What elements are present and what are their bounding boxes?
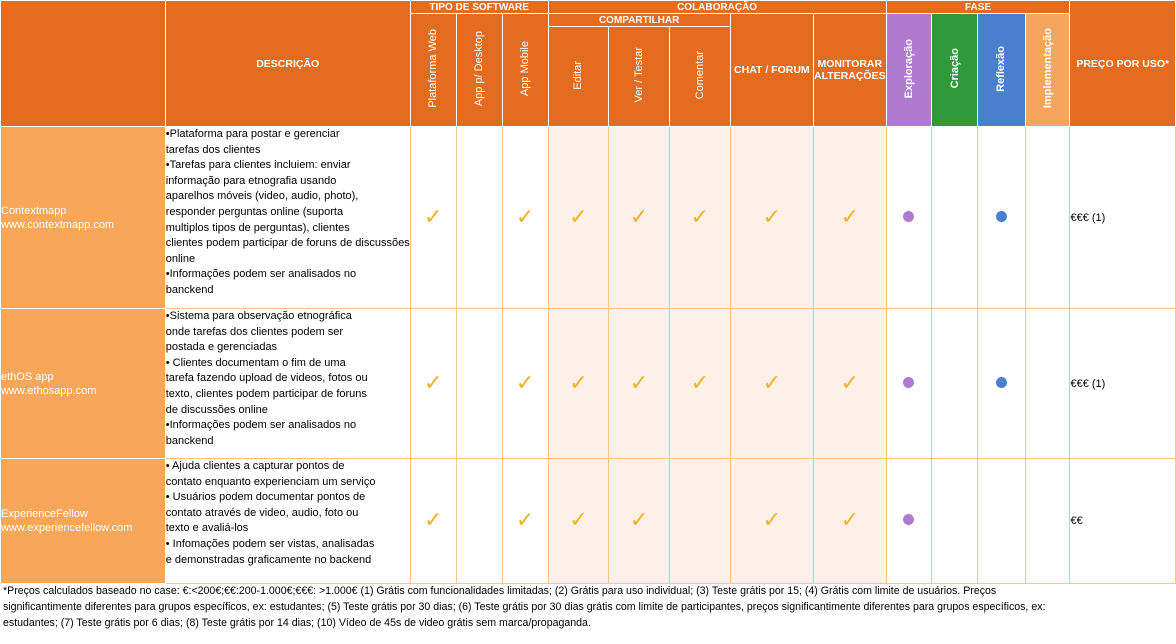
header-ver-testar: Ver / Testar xyxy=(609,27,670,127)
header-compartilhar: COMPARTILHAR xyxy=(548,14,730,27)
price-cell: €€ xyxy=(1070,459,1176,584)
header-editar: Editar xyxy=(548,27,609,127)
cell-ver-testar xyxy=(609,459,670,584)
cell-app-desktop xyxy=(456,127,502,309)
cell-plataforma-web xyxy=(410,459,456,584)
cell-ver-testar xyxy=(609,127,670,309)
cell-app-mobile xyxy=(502,127,548,309)
cell-criacao xyxy=(932,459,978,584)
cell-reflexao xyxy=(978,127,1026,309)
check-icon: ✓ xyxy=(515,508,535,533)
cell-implementacao xyxy=(1025,459,1070,584)
check-icon: ✓ xyxy=(569,204,588,230)
check-icon: ✓ xyxy=(762,508,782,533)
cell-plataforma-web xyxy=(410,127,456,309)
cell-criacao xyxy=(932,309,978,459)
cell-reflexao xyxy=(978,309,1026,459)
cell-editar xyxy=(548,127,609,309)
header-corner xyxy=(1,1,166,127)
price-cell: €€€ (1) xyxy=(1070,127,1176,309)
header-reflexao: Reflexão xyxy=(978,14,1026,127)
cell-ver-testar xyxy=(609,309,670,459)
check-icon: ✓ xyxy=(569,508,588,533)
check-icon: ✓ xyxy=(762,370,782,396)
cell-criacao xyxy=(932,127,978,309)
cell-reflexao xyxy=(978,459,1026,584)
cell-implementacao xyxy=(1025,309,1070,459)
description-cell: •Plataforma para postar e gerenciar tarefas dos clientes •Tarefas para clientes incluiem: enviar informação para etnografia usando aparelhos móveis (video, audio, photo), responder perguntas online (suporta multiplos tipos de perguntas), clientes clientes podem participar de foruns de discussões online •Informações podem ser analisados no banckend xyxy=(165,127,410,309)
check-icon: ✓ xyxy=(629,370,649,396)
cell-app-mobile xyxy=(502,309,548,459)
header-fase: FASE xyxy=(886,1,1070,14)
header-comentar: Comentar xyxy=(670,27,731,127)
reflexao-dot-icon xyxy=(996,377,1007,388)
header-exploracao: Exploração xyxy=(886,14,932,127)
check-icon: ✓ xyxy=(424,370,443,396)
cell-editar xyxy=(548,309,609,459)
tool-name-cell: ExperienceFellow www.experiencefellow.com xyxy=(1,459,166,584)
cell-app-mobile xyxy=(502,459,548,584)
exploracao-dot-icon xyxy=(903,514,914,525)
table-row xyxy=(1,309,1176,459)
description-cell: •Sistema para observação etnográfica onde tarefas dos clientes podem ser postada e gerenciadas • Clientes documentam o fim de uma tarefa fazendo upload de videos, fotos ou texto, clientes podem participar de foruns de discussões online •Informações podem ser analisados no banckend xyxy=(165,309,410,459)
price-footnote: *Preços calculados baseado no case: €:<200€;€€:200-1.000€;€€€: >1.000€ (1) Grátis com funcionalidades limitadas; (2) Grátis para uso individual; (3) Teste grátis por 15; (4) Grátis com limite de usuários. Preços significantimente diferentes para grupos específicos, ex: estudantes; (5) Teste grátis por 30 dias; (6) Teste grátis por 30 dias grátis com limite de participantes, preços significantimente diferentes para grupos específicos, ex: estudantes; (7) Teste grátis por 6 dias; (8) Teste grátis por 14 dias; (10) Vídeo de 45s de video grátis sem marca/propaganda. xyxy=(3,585,1046,629)
check-icon: ✓ xyxy=(424,508,443,533)
header-preco: PREÇO POR USO* xyxy=(1070,1,1176,127)
exploracao-dot-icon xyxy=(903,377,914,388)
check-icon: ✓ xyxy=(840,508,860,533)
reflexao-dot-icon xyxy=(996,211,1007,222)
cell-monitorar xyxy=(814,127,887,309)
cell-app-desktop xyxy=(456,459,502,584)
tool-name-cell: Contextmapp www.contextmapp.com xyxy=(1,127,166,309)
header-criacao: Criação xyxy=(932,14,978,127)
cell-comentar xyxy=(670,309,731,459)
header-app-desktop: App p/ Desktop xyxy=(456,14,502,127)
check-icon: ✓ xyxy=(840,204,860,230)
header-colaboracao: COLABORAÇÃO xyxy=(548,1,886,14)
table-row xyxy=(1,127,1176,309)
description-cell: • Ajuda clientes a capturar pontos de contato enquanto experienciam um serviço • Usuários podem documentar pontos de contato através de video, audio, foto ou texto e avaliá-los • Infomações podem ser vistas, analisadas e demonstradas graficamente no backend xyxy=(165,459,410,584)
cell-chat-forum xyxy=(730,309,813,459)
check-icon: ✓ xyxy=(690,204,710,230)
cell-chat-forum xyxy=(730,459,813,584)
cell-implementacao xyxy=(1025,127,1070,309)
cell-chat-forum xyxy=(730,127,813,309)
price-cell: €€€ (1) xyxy=(1070,309,1176,459)
cell-plataforma-web xyxy=(410,309,456,459)
check-icon: ✓ xyxy=(515,204,535,230)
cell-exploracao xyxy=(886,459,932,584)
cell-exploracao xyxy=(886,127,932,309)
check-icon: ✓ xyxy=(629,508,649,533)
header-descricao: DESCRIÇÃO xyxy=(165,1,410,127)
header-plataforma-web: Plataforma Web xyxy=(410,14,456,127)
cell-app-desktop xyxy=(456,309,502,459)
cell-exploracao xyxy=(886,309,932,459)
header-app-mobile: App Mobile xyxy=(502,14,548,127)
table-row xyxy=(1,459,1176,584)
cell-comentar xyxy=(670,459,731,584)
check-icon: ✓ xyxy=(762,204,782,230)
tool-name-cell: ethOS app www.ethosapp.com xyxy=(1,309,166,459)
cell-monitorar xyxy=(814,459,887,584)
cell-editar xyxy=(548,459,609,584)
check-icon: ✓ xyxy=(424,204,443,230)
check-icon: ✓ xyxy=(690,370,710,396)
header-monitorar: MONITORAR ALTERAÇÕES xyxy=(814,14,887,127)
check-icon: ✓ xyxy=(840,370,860,396)
header-chat-forum: CHAT / FORUM xyxy=(730,14,813,127)
header-tipo-software: TIPO DE SOFTWARE xyxy=(410,1,548,14)
cell-monitorar xyxy=(814,309,887,459)
exploracao-dot-icon xyxy=(903,211,914,222)
check-icon: ✓ xyxy=(569,370,588,396)
check-icon: ✓ xyxy=(629,204,649,230)
header-implementacao: Implementação xyxy=(1025,14,1070,127)
check-icon: ✓ xyxy=(515,370,535,396)
cell-comentar xyxy=(670,127,731,309)
